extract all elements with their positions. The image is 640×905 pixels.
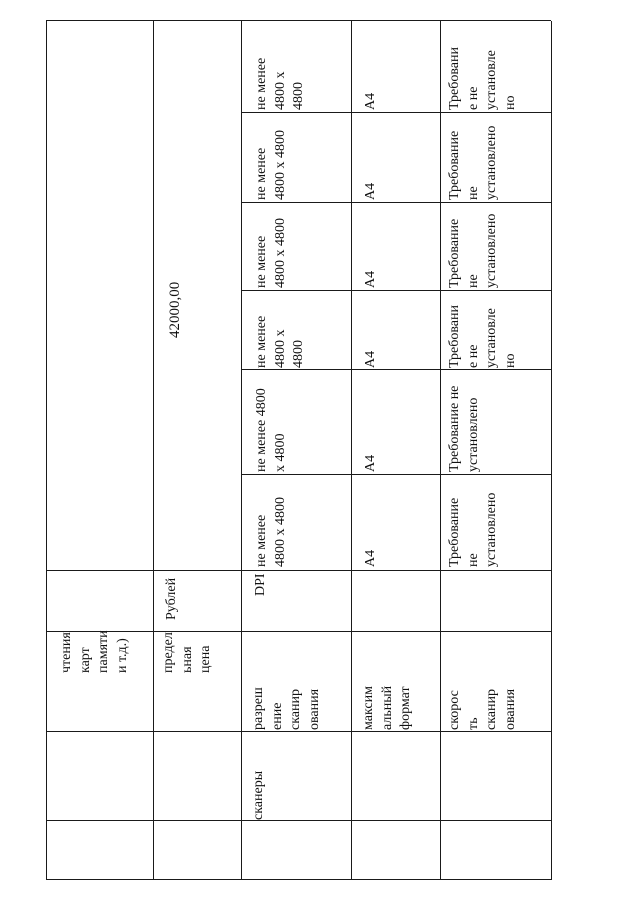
resolution-value-1: не менее 4800 x 4800 (254, 497, 288, 567)
speed-value-1: Требование не установлено (447, 492, 499, 567)
memory-card-label: чтения карт памяти и т.д.) (59, 630, 130, 673)
speed-value-3: Требовани е не установле но (447, 305, 518, 368)
resolution-value-3: не менее 4800 x 4800 (254, 315, 306, 368)
max-format-value-5: А4 (363, 182, 378, 200)
price-value: 42000,00 (167, 281, 183, 338)
resolution-value-6: не менее 4800 x 4800 (254, 57, 306, 110)
speed-label: скорос ть сканир ования (447, 688, 518, 730)
col-rule-value-2 (241, 474, 551, 475)
max-format-value-6: А4 (363, 92, 378, 110)
max-format-value-3: А4 (363, 350, 378, 368)
resolution-label: разреш ение сканир ования (251, 687, 322, 730)
col-rule-value-5 (241, 202, 551, 203)
table-border-right (46, 20, 551, 21)
max-format-value-2: А4 (363, 454, 378, 472)
table-border-top (46, 21, 47, 880)
col-rule-category (46, 820, 551, 821)
speed-value-6: Требовани е не установле но (447, 47, 518, 110)
resolution-unit: DPI (253, 573, 268, 596)
price-unit: Рублей (164, 577, 179, 620)
table-rule-1 (153, 21, 154, 880)
table-rule-3 (351, 21, 352, 880)
table-border-left (46, 879, 551, 880)
category-scanners: сканеры (251, 770, 266, 820)
col-rule-value-3 (241, 369, 551, 370)
table-border-bottom (551, 21, 552, 880)
resolution-value-2: не менее 4800 x 4800 (254, 388, 288, 472)
resolution-value-4: не менее 4800 x 4800 (254, 218, 288, 288)
col-rule-value-1 (46, 570, 551, 571)
max-format-label: максим альный формат (361, 685, 413, 730)
speed-value-2: Требование не установлено (447, 385, 481, 472)
table-rule-4 (440, 21, 441, 880)
resolution-value-5: не менее 4800 x 4800 (254, 130, 288, 200)
table-rule-2 (241, 21, 242, 880)
col-rule-label (46, 731, 551, 732)
col-rule-value-6 (241, 112, 551, 113)
max-format-value-4: А4 (363, 270, 378, 288)
max-format-value-1: А4 (363, 549, 378, 567)
price-label: предел ьная цена (161, 632, 213, 673)
speed-value-5: Требование не установлено (447, 125, 499, 200)
speed-value-4: Требование не установлено (447, 213, 499, 288)
col-rule-value-4 (241, 290, 551, 291)
